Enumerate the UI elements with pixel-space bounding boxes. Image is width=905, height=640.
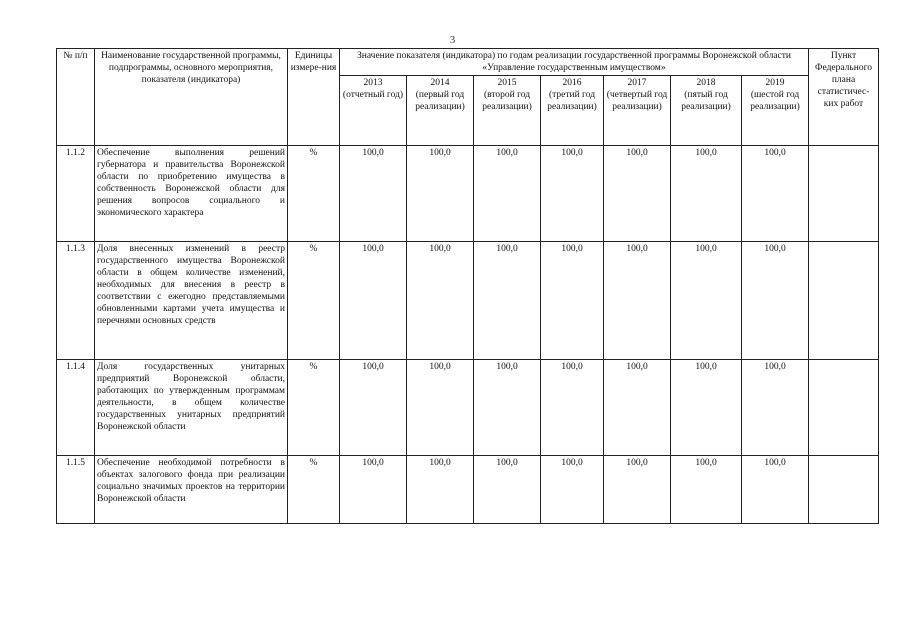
header-values: Значение показателя (индикатора) по годам реализации государственной программы Воронежской области «Управление государственным имуществом» bbox=[340, 49, 809, 76]
indicator-name: Доля внесенных изменений в реестр государственного имущества Воронежской области в общем количестве изменений, необходимых для внесения в реестр в соответствии с ежегодно представляемыми обновленными картами учета имущества и перечнями основных средств bbox=[95, 242, 288, 360]
table-row bbox=[57, 242, 879, 360]
header-unit: Единицы измере-ния bbox=[288, 49, 340, 146]
header-year-label: 2016 bbox=[562, 78, 582, 88]
header-year-label: 2014 bbox=[430, 78, 450, 88]
header-year-label: 2019 bbox=[765, 78, 785, 88]
value-2019: 100,0 bbox=[742, 360, 809, 456]
header-year-note: (третий год реализации) bbox=[547, 90, 597, 112]
value-2018: 100,0 bbox=[671, 146, 742, 242]
value-2015: 100,0 bbox=[474, 360, 541, 456]
federal-plan-item bbox=[809, 242, 879, 360]
table-row bbox=[57, 360, 879, 456]
value-2015: 100,0 bbox=[474, 242, 541, 360]
value-2013: 100,0 bbox=[340, 360, 407, 456]
header-year-note: (первый год реализации) bbox=[415, 90, 465, 112]
header-year-note: (пятый год реализации) bbox=[681, 90, 731, 112]
value-2016: 100,0 bbox=[541, 146, 604, 242]
header-num: № п/п bbox=[57, 49, 95, 146]
header-federal-plan: Пункт Федерального плана статистичес-ких работ bbox=[809, 49, 879, 146]
header-year-2014 bbox=[407, 76, 474, 146]
header-year-2015 bbox=[474, 76, 541, 146]
value-2017: 100,0 bbox=[604, 456, 671, 524]
value-2017: 100,0 bbox=[604, 242, 671, 360]
value-2016: 100,0 bbox=[541, 456, 604, 524]
header-year-label: 2015 bbox=[497, 78, 517, 88]
table-row bbox=[57, 456, 879, 524]
header-year-label: 2013 bbox=[363, 78, 383, 88]
unit-of-measure: % bbox=[288, 456, 340, 524]
header-year-2019 bbox=[742, 76, 809, 146]
header-year-note: (второй год реализации) bbox=[482, 90, 532, 112]
value-2016: 100,0 bbox=[541, 242, 604, 360]
value-2016: 100,0 bbox=[541, 360, 604, 456]
value-2015: 100,0 bbox=[474, 456, 541, 524]
header-year-2018 bbox=[671, 76, 742, 146]
value-2018: 100,0 bbox=[671, 360, 742, 456]
value-2013: 100,0 bbox=[340, 146, 407, 242]
header-year-label: 2017 bbox=[627, 78, 647, 88]
header-year-2016 bbox=[541, 76, 604, 146]
header-year-2017 bbox=[604, 76, 671, 146]
table-row bbox=[57, 146, 879, 242]
row-number: 1.1.3 bbox=[57, 242, 95, 360]
header-name: Наименование государственной программы, подпрограммы, основного мероприятия, показателя (индикатора) bbox=[95, 49, 288, 146]
unit-of-measure: % bbox=[288, 146, 340, 242]
row-number: 1.1.2 bbox=[57, 146, 95, 242]
indicator-table bbox=[56, 48, 879, 524]
header-year-note: (четвертый год реализации) bbox=[606, 90, 668, 112]
header-year-note: (шестой год реализации) bbox=[750, 90, 800, 112]
value-2014: 100,0 bbox=[407, 456, 474, 524]
value-2019: 100,0 bbox=[742, 242, 809, 360]
value-2019: 100,0 bbox=[742, 146, 809, 242]
indicator-name: Доля государственных унитарных предприятий Воронежской области, работающих по утвержденным программам деятельности, в общем количестве государственных унитарных предприятий Воронежской области bbox=[95, 360, 288, 456]
value-2014: 100,0 bbox=[407, 360, 474, 456]
federal-plan-item bbox=[809, 456, 879, 524]
value-2017: 100,0 bbox=[604, 360, 671, 456]
value-2018: 100,0 bbox=[671, 242, 742, 360]
federal-plan-item bbox=[809, 360, 879, 456]
unit-of-measure: % bbox=[288, 242, 340, 360]
value-2013: 100,0 bbox=[340, 242, 407, 360]
value-2013: 100,0 bbox=[340, 456, 407, 524]
value-2014: 100,0 bbox=[407, 146, 474, 242]
value-2014: 100,0 bbox=[407, 242, 474, 360]
row-number: 1.1.5 bbox=[57, 456, 95, 524]
value-2019: 100,0 bbox=[742, 456, 809, 524]
value-2015: 100,0 bbox=[474, 146, 541, 242]
indicator-name: Обеспечение выполнения решений губернатора и правительства Воронежской области по приобретению имущества в собственность Воронежской области для решения вопросов социального и экономического характера bbox=[95, 146, 288, 242]
value-2017: 100,0 bbox=[604, 146, 671, 242]
indicator-name: Обеспечение необходимой потребности в объектах залогового фонда при реализации социально значимых проектов на территории Воронежской области bbox=[95, 456, 288, 524]
unit-of-measure: % bbox=[288, 360, 340, 456]
row-number: 1.1.4 bbox=[57, 360, 95, 456]
value-2018: 100,0 bbox=[671, 456, 742, 524]
federal-plan-item bbox=[809, 146, 879, 242]
header-year-note: (отчетный год) bbox=[342, 90, 404, 100]
header-year-2013 bbox=[340, 76, 407, 146]
page-number: 3 bbox=[449, 34, 456, 46]
header-year-label: 2018 bbox=[696, 78, 716, 88]
